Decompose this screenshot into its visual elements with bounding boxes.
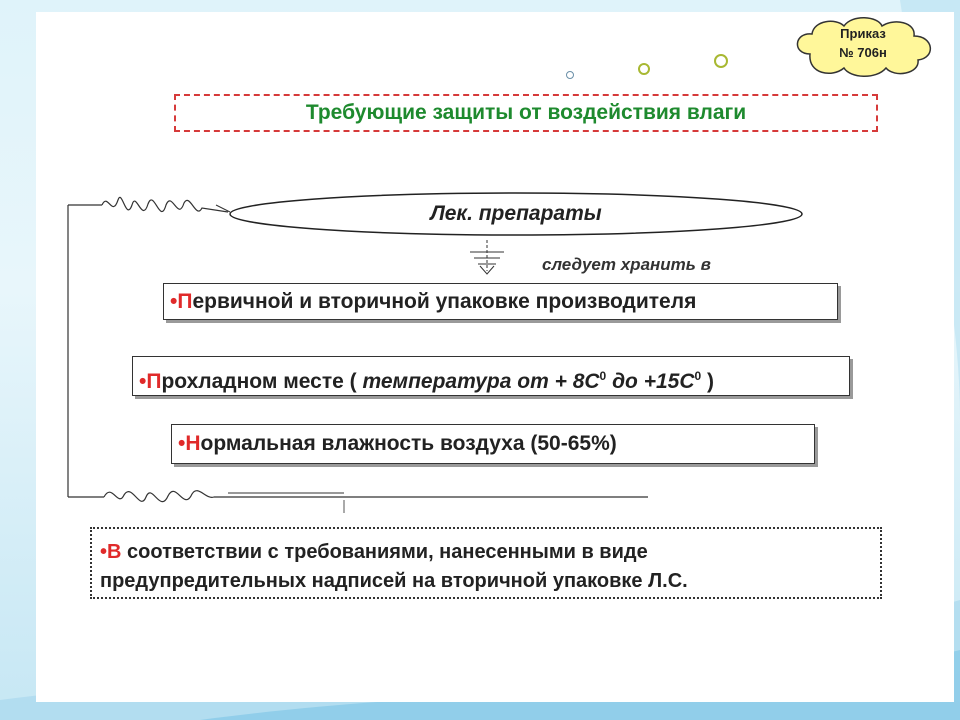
order-badge-line1: Приказ: [840, 26, 886, 41]
store-in-label: следует хранить в: [542, 255, 711, 274]
bullet-icon: •: [178, 432, 186, 455]
item-close-paren: ): [701, 370, 715, 393]
note-first-letter: В: [107, 541, 122, 563]
drugs-label: Лек. препараты: [430, 202, 602, 225]
degree-superscript: 0: [599, 369, 607, 383]
item-first-letter: Н: [185, 432, 201, 455]
item-temperature-text: температура от + 8С: [362, 370, 600, 393]
order-badge-line2: № 706н: [839, 45, 887, 60]
note-line-1: [100, 538, 880, 567]
item-first-letter: П: [146, 370, 162, 393]
item-text: ормальная влажность воздуха (50-65%): [200, 432, 617, 455]
note-text-line2: предупредительных надписей на вторичной упаковке Л.С.: [100, 570, 688, 592]
page-title: Требующие защиты от воздействия влаги: [305, 101, 747, 124]
item-cool-place: [132, 356, 850, 396]
warning-note: [90, 527, 882, 599]
item-text: ервичной и вторичной упаковке производителя: [192, 290, 697, 313]
item-packaging: [163, 283, 838, 320]
bullet-icon: •: [170, 290, 178, 313]
degree-superscript: 0: [694, 369, 702, 383]
note-text-line1: соответствии с требованиями, нанесенными в виде: [121, 541, 648, 563]
item-first-letter: П: [177, 290, 193, 313]
item-temperature-upper: до +15С: [606, 370, 695, 393]
bullet-icon: •: [139, 370, 147, 393]
item-humidity: [171, 424, 815, 464]
bullet-icon: •: [100, 541, 108, 563]
item-text: рохладном месте (: [161, 370, 363, 393]
